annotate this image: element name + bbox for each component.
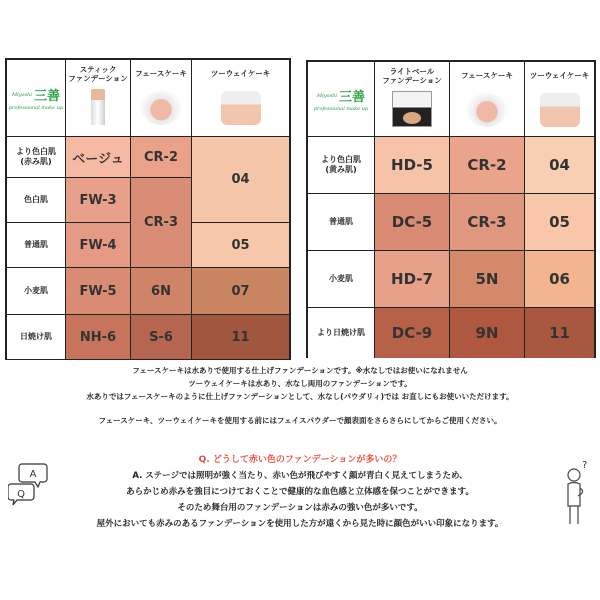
shade-hd7: HD-7 (375, 251, 449, 307)
brand-tagline: professional make up (8, 105, 64, 111)
shade-6n: 6N (131, 268, 191, 314)
shade-07: 07 (192, 268, 289, 314)
shade-9n: 9N (450, 308, 524, 358)
shade-04: 04 (525, 137, 594, 193)
shade-05: 05 (192, 223, 289, 267)
qa-answer-line: あらかじめ赤みを強目につけておくことで健康的な血色感と立体感を保つことができます。 (126, 487, 474, 497)
thinking-person-icon (562, 458, 592, 528)
shade-nh6: NH-6 (66, 315, 130, 359)
brand-name: 三善 (338, 90, 365, 105)
row-label: より色白肌 (赤み肌) (7, 137, 65, 177)
header-two-way-cake: ツーウェイケーキ (192, 60, 289, 136)
two-way-cake-compact-icon (221, 91, 261, 125)
brand-logo: Miyoshi 三善 professional make up (308, 62, 374, 136)
shade-cr2: CR-2 (131, 137, 191, 177)
qa-answer-line: そのため舞台用のファンデーションは赤みの強い色が多いです。 (177, 503, 423, 513)
bubble-letter-a: A (29, 469, 37, 480)
right-foundation-table (306, 60, 596, 358)
left-foundation-table (5, 58, 291, 360)
header-face-cake: フェースケーキ (131, 60, 191, 136)
shade-dc9: DC-9 (375, 308, 449, 358)
shade-11: 11 (525, 308, 594, 358)
note-line: ツーウェイケーキは水あり、水なし両用のファンデーションです。 (188, 379, 412, 388)
header-light-veil-foundation: ライトベール ファンデーション (375, 62, 449, 136)
row-label: 小麦肌 (7, 268, 65, 314)
row-label: 小麦肌 (308, 251, 374, 307)
row-label: より色白肌 (黄み肌) (308, 137, 374, 193)
header-two-way-cake: ツーウェイケーキ (525, 62, 594, 136)
two-way-cake-compact-icon (540, 93, 580, 127)
shade-dc5: DC-5 (375, 194, 449, 250)
qa-question: Q. どうして赤い色のファンデーションが多いの？ (198, 455, 402, 465)
light-veil-case-icon (392, 91, 432, 127)
note-line: 水ありではフェースケーキのように仕上げファンデーションとして、水なし(パウダリィ)では お直しにもお使いいただけます。 (86, 392, 514, 401)
shade-04: 04 (192, 137, 289, 222)
shade-5n: 5N (450, 251, 524, 307)
shade-cr3: CR-3 (131, 178, 191, 267)
shade-06: 06 (525, 251, 594, 307)
row-label: 色白肌 (7, 178, 65, 222)
bubble-letter-q: Q (17, 489, 25, 500)
qa-answer-line: 屋外においても赤みのあるファンデーションを使用した方が遠くから見た時に顔色がいい印象になります。 (96, 519, 504, 529)
qa-section (40, 452, 560, 532)
header-face-cake: フェースケーキ (450, 62, 524, 136)
brand-name: 三善 (33, 89, 60, 104)
brand-tagline: professional make up (313, 106, 369, 112)
usage-notes (0, 364, 600, 427)
svg-text:?: ? (582, 460, 588, 471)
shade-fw4: FW-4 (66, 223, 130, 267)
note-line: フェースケーキは水ありで使用する仕上げファンデーションです。※水なしではお使いになれません (132, 366, 468, 375)
row-label: より日焼け肌 (308, 308, 374, 358)
row-label: 普通肌 (7, 223, 65, 267)
row-label: 日焼け肌 (7, 315, 65, 359)
shade-hd5: HD-5 (375, 137, 449, 193)
face-cake-compact-icon (141, 91, 181, 125)
shade-beige: ベージュ (66, 137, 130, 177)
face-cake-compact-icon (467, 93, 507, 127)
shade-11: 11 (192, 315, 289, 359)
shade-cr3: CR-3 (450, 194, 524, 250)
shade-s6: S-6 (131, 315, 191, 359)
shade-fw3: FW-3 (66, 178, 130, 222)
stick-foundation-icon (91, 89, 105, 125)
header-stick-foundation: スティック ファンデーション (66, 60, 130, 136)
row-label: 普通肌 (308, 194, 374, 250)
brand-logo: Miyoshi 三善 professional make up (7, 60, 65, 136)
shade-fw5: FW-5 (66, 268, 130, 314)
qa-answer-line: A. ステージでは照明が強く当たり、赤い色が飛びやすく顔が青白く見えてしまうため、 (132, 471, 468, 481)
note-line: フェースケーキ、ツーウェイケーキを使用する前にはフェイスパウダーで顔表面をさらさらにしてからご使用ください。 (98, 416, 502, 425)
shade-cr2: CR-2 (450, 137, 524, 193)
shade-05: 05 (525, 194, 594, 250)
